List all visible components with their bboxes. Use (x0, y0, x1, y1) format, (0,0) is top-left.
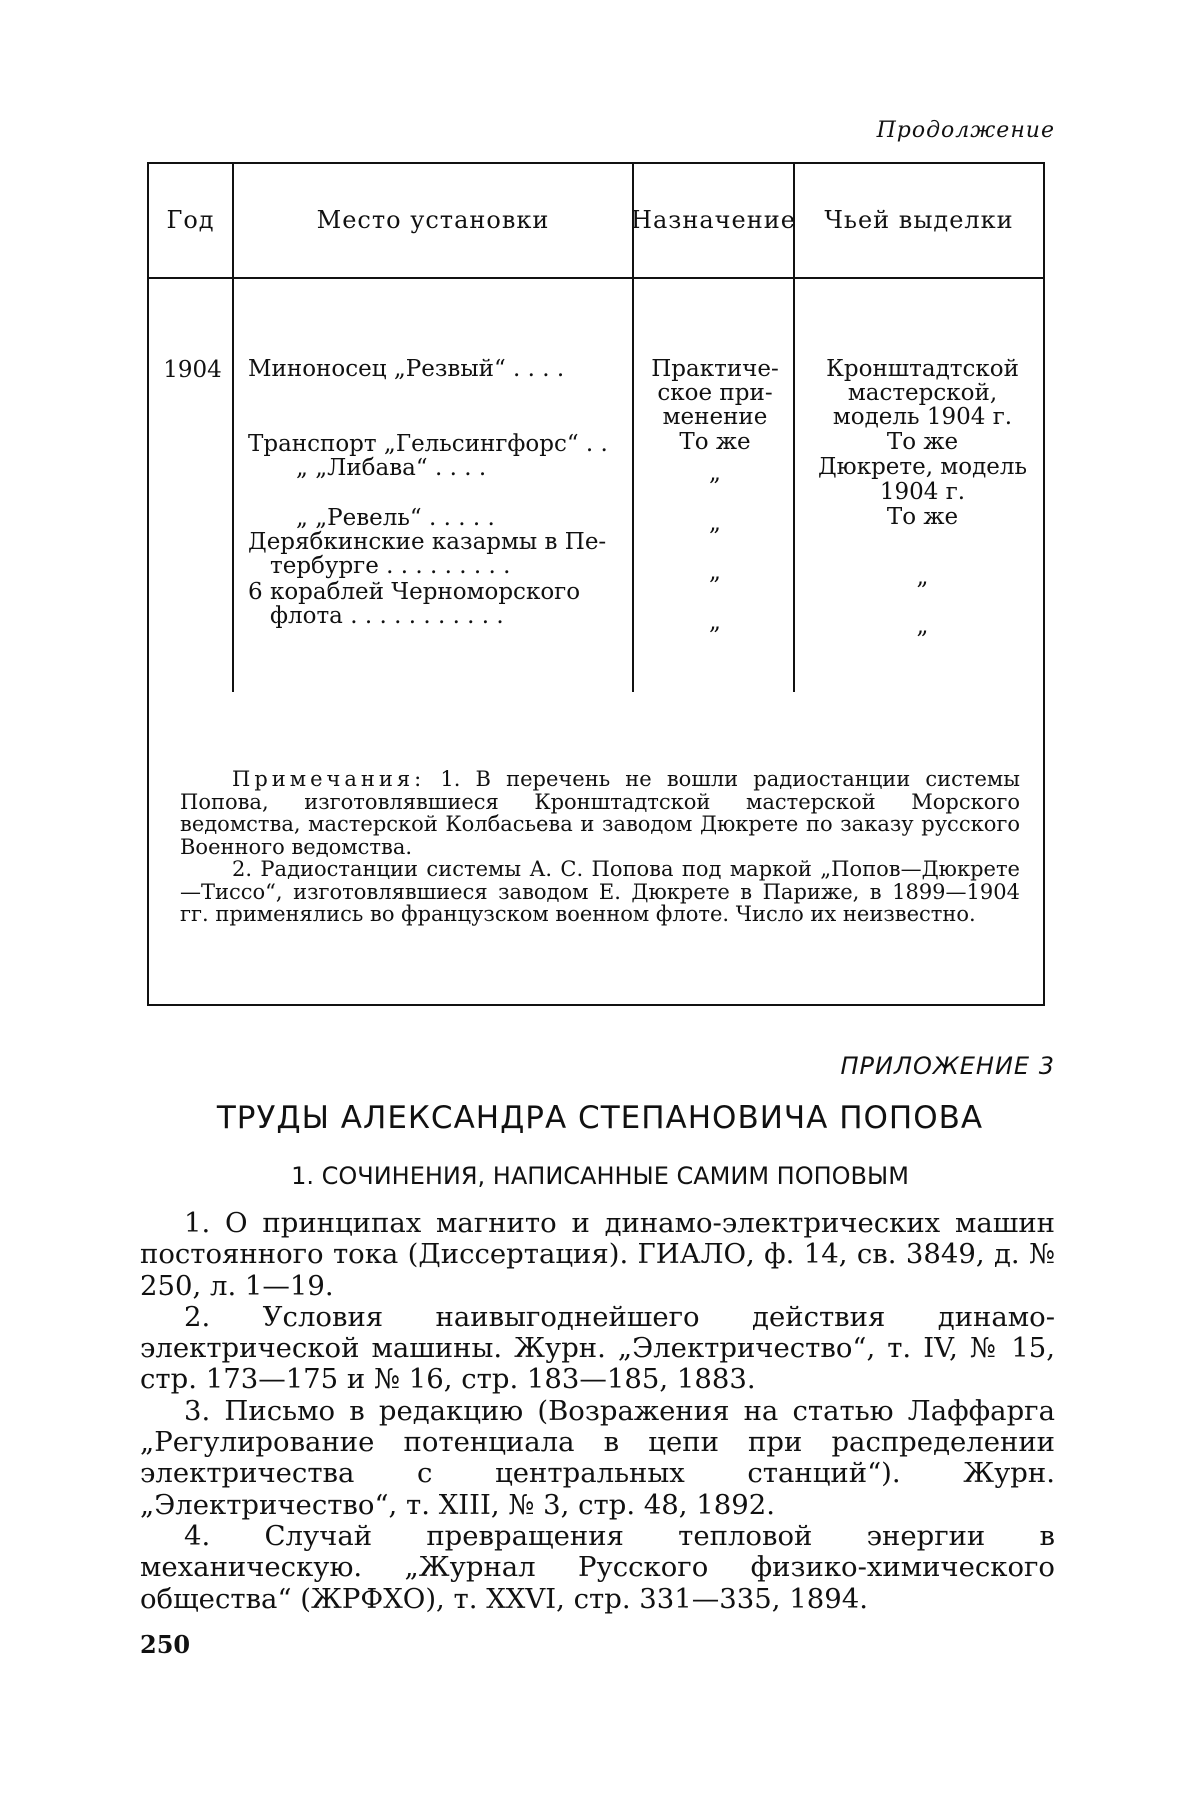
table-notes (180, 768, 1020, 926)
maker-cell: „ (805, 614, 1040, 638)
column-header-purpose: Назначение (634, 170, 793, 270)
maker-cell: 1904 г. (805, 480, 1040, 504)
table-top-rule (147, 162, 1045, 164)
note-2: 2. Радиостанции системы А. С. Попова под маркой „Попов—Дюкрете—Тиссо“, изготовлявшиеся заводом Е. Дюкрете в Париже, в 1899—1904 гг. применялись во французском военном флоте. Число их неизвестно. (180, 858, 1020, 926)
notes-label: Примечания: (232, 767, 425, 791)
purpose-cell: ское при- (640, 381, 790, 405)
table-right-border (1043, 162, 1045, 1004)
place-cell: „ „Ревель“ . . . . . (296, 506, 671, 530)
column-header-place: Место установки (234, 170, 632, 270)
list-item: 2. Условия наивыгоднейшего действия динамо-электрической машины. Журн. „Электричество“, т. IV, № 15, стр. 173—175 и № 16, стр. 183—185, 1883. (140, 1302, 1055, 1396)
section-subtitle: 1. СОЧИНЕНИЯ, НАПИСАННЫЕ САМИМ ПОПОВЫМ (140, 1162, 1060, 1190)
page-number: 250 (140, 1630, 190, 1659)
purpose-cell: „ (640, 560, 790, 584)
table-header-rule (147, 277, 1045, 279)
maker-cell: мастерской, (805, 381, 1040, 405)
place-cell: „ „Либава“ . . . . (296, 456, 671, 480)
purpose-cell: „ (640, 511, 790, 535)
column-header-maker: Чьей выделки (795, 170, 1043, 270)
purpose-cell: То же (640, 430, 790, 454)
place-cell: Дерябкинские казармы в Пе- (248, 530, 623, 554)
table-bottom-rule (147, 1004, 1045, 1006)
maker-cell: То же (805, 505, 1040, 529)
place-cell: тербурге . . . . . . . . . (270, 554, 645, 578)
purpose-cell: менение (640, 405, 790, 429)
note-1-text: 1. В перечень не вошли радиостанции системы Попова, изготовлявшиеся Кронштадтской мастерской Морского ведомства, мастерской Колбасьева и заводом Дюкрете по заказу русского Военного ведомства. (180, 767, 1020, 859)
works-list (140, 1208, 1055, 1615)
maker-cell: То же (805, 430, 1040, 454)
place-cell: Транспорт „Гельсингфорс“ . . (248, 432, 623, 456)
maker-cell: „ (805, 565, 1040, 589)
purpose-cell: „ (640, 461, 790, 485)
maker-cell: Кронштадтской (805, 357, 1040, 381)
note-1 (180, 768, 1020, 858)
list-item: 3. Письмо в редакцию (Возражения на статью Лаффарга „Регулирование потенциала в цепи при распределении электричества с центральных станций“). Журн. „Электричество“, т. XIII, № 3, стр. 48, 1892. (140, 1396, 1055, 1521)
place-cell: Миноносец „Резвый“ . . . . (248, 357, 623, 381)
page-title: ТРУДЫ АЛЕКСАНДРА СТЕПАНОВИЧА ПОПОВА (140, 1100, 1060, 1136)
list-item: 4. Случай превращения тепловой энергии в механическую. „Журнал Русского физико-химического общества“ (ЖРФХО), т. XXVI, стр. 331—335, 1894. (140, 1521, 1055, 1615)
column-header-year: Год (149, 170, 232, 270)
purpose-cell: Практиче- (640, 357, 790, 381)
purpose-cell: „ (640, 610, 790, 634)
appendix-label: ПРИЛОЖЕНИЕ 3 (841, 1052, 1056, 1080)
place-cell: флота . . . . . . . . . . . (270, 604, 645, 628)
list-item: 1. О принципах магнито и динамо-электрических машин постоянного тока (Диссертация). ГИАЛО, ф. 14, св. 3849, д. № 250, л. 1—19. (140, 1208, 1055, 1302)
maker-cell: Дюкрете, модель (805, 455, 1040, 479)
place-cell: 6 кораблей Черноморского (248, 580, 623, 604)
maker-cell: модель 1904 г. (805, 405, 1040, 429)
year-cell: 1904 (155, 357, 230, 383)
table-left-border (147, 162, 149, 1004)
continuation-label: Продолжение (877, 118, 1055, 143)
